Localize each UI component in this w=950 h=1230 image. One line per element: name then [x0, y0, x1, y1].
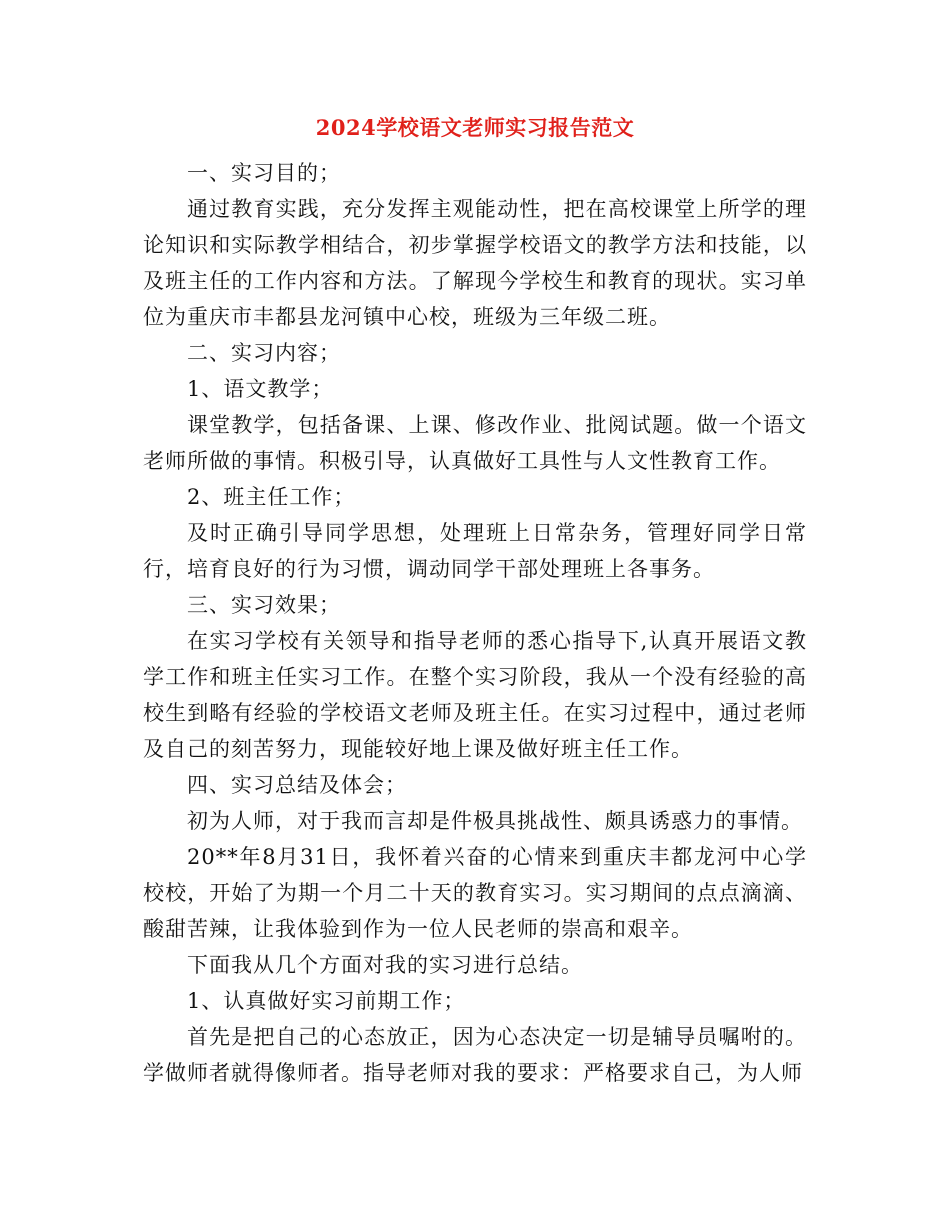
- paragraph-9: 在实习学校有关领导和指导老师的悉心指导下,认真开展语文教学工作和班主任实习工作。在整个实习阶段，我从一个没有经验的高校生到略有经验的学校语文老师及班主任。在实习过程中，通过老师及自己的刻苦努力，现能较好地上课及做好班主任工作。: [143, 629, 807, 761]
- paragraph-15: 首先是把自己的心态放正，因为心态决定一切是辅导员嘱咐的。学做师者就得像师者。指导老师对我的要求：严格要求自己，为人师: [143, 1025, 807, 1085]
- paragraph-1: 一、实习目的；: [187, 161, 341, 185]
- paragraph-2: 通过教育实践，充分发挥主观能动性，把在高校课堂上所学的理论知识和实际教学相结合，初步掌握学校语文的教学方法和技能，以及班主任的工作内容和方法。了解现今学校生和教育的现状。实习单位为重庆市丰都县龙河镇中心校，班级为三年级二班。: [143, 197, 807, 329]
- paragraph-6: 2、班主任工作；: [187, 485, 356, 509]
- paragraph-10: 四、实习总结及体会；: [187, 773, 407, 797]
- paragraph-12: 20**年8月31日，我怀着兴奋的心情来到重庆丰都龙河中心学校校，开始了为期一个月二十天的教育实习。实习期间的点点滴滴、酸甜苦辣，让我体验到作为一位人民老师的崇高和艰辛。: [143, 845, 807, 941]
- paragraph-13: 下面我从几个方面对我的实习进行总结。: [187, 953, 583, 977]
- paragraph-11: 初为人师，对于我而言却是件极具挑战性、颇具诱惑力的事情。: [187, 809, 803, 833]
- paragraph-5: 课堂教学，包括备课、上课、修改作业、批阅试题。做一个语文老师所做的事情。积极引导，认真做好工具性与人文性教育工作。: [143, 413, 807, 473]
- paragraph-4: 1、语文教学；: [187, 377, 334, 401]
- paragraph-8: 三、实习效果；: [187, 593, 341, 617]
- document-title: 2024学校语文老师实习报告范文: [315, 115, 635, 140]
- document-body: [143, 155, 807, 1091]
- paragraph-7: 及时正确引导同学思想，处理班上日常杂务，管理好同学日常行，培育良好的行为习惯，调动同学干部处理班上各事务。: [143, 521, 807, 581]
- paragraph-14: 1、认真做好实习前期工作；: [187, 989, 466, 1013]
- paragraph-3: 二、实习内容；: [187, 341, 341, 365]
